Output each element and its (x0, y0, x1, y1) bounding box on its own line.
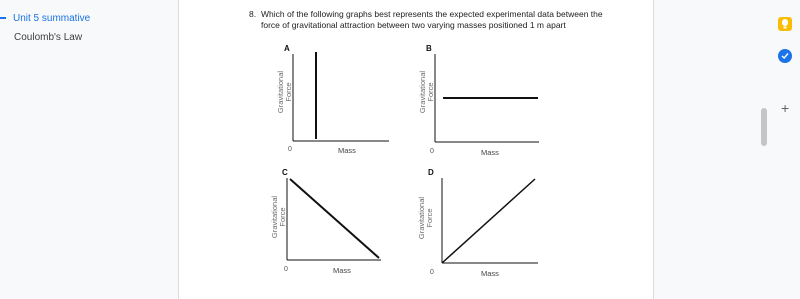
question-text: Which of the following graphs best represents the expected experimental data between the force of gravitational attraction between two varying masses positioned 1 m apart (261, 9, 603, 30)
origin-label: 0 (288, 146, 292, 153)
y-axis-label-line2: Force (425, 208, 434, 228)
keep-bulb-glyph (781, 19, 789, 29)
y-axis-label-line1: Gravitational (270, 195, 279, 239)
graph-plot (408, 166, 558, 284)
outline-item-label: Unit 5 summative (13, 13, 91, 24)
graph-plot (267, 42, 417, 160)
origin-label: 0 (430, 269, 434, 276)
y-axis-label-line2: Force (278, 207, 287, 227)
outline-item-label: Coulomb's Law (14, 32, 83, 43)
graph-letter: D (428, 168, 434, 177)
keep-icon[interactable] (778, 17, 792, 31)
data-line (290, 179, 379, 258)
y-axis-label-line1: Gravitational (417, 196, 426, 240)
y-axis-label-line2: Force (284, 82, 293, 102)
data-line (442, 179, 535, 263)
origin-label: 0 (284, 266, 288, 273)
x-axis-label: Mass (481, 148, 499, 157)
graph-d (408, 166, 558, 284)
y-axis-label-line1: Gravitational (418, 70, 427, 114)
graph-letter: C (282, 168, 288, 177)
document-page[interactable] (178, 0, 654, 299)
graph-a (267, 42, 417, 160)
outline-item-coulombs-law[interactable] (14, 32, 82, 43)
y-axis-label-line2: Force (426, 82, 435, 102)
document-outline (0, 0, 178, 299)
graph-c (267, 166, 417, 284)
y-axis-label-line1: Gravitational (276, 70, 285, 114)
graph-b (408, 42, 558, 160)
check-glyph (781, 52, 789, 60)
question-number: 8. (249, 9, 257, 19)
x-axis-label: Mass (481, 269, 499, 278)
side-panel (760, 0, 800, 299)
add-addon-icon[interactable]: + (781, 100, 790, 116)
active-marker (0, 17, 6, 19)
graph-letter: B (426, 44, 432, 53)
tasks-icon[interactable] (778, 49, 792, 63)
x-axis-label: Mass (333, 266, 351, 275)
origin-label: 0 (430, 148, 434, 155)
outline-item-unit-5-summative[interactable] (0, 13, 90, 24)
scrollbar-thumb[interactable] (761, 108, 767, 146)
graph-letter: A (284, 44, 290, 53)
x-axis-label: Mass (338, 146, 356, 155)
graph-plot (408, 42, 558, 160)
